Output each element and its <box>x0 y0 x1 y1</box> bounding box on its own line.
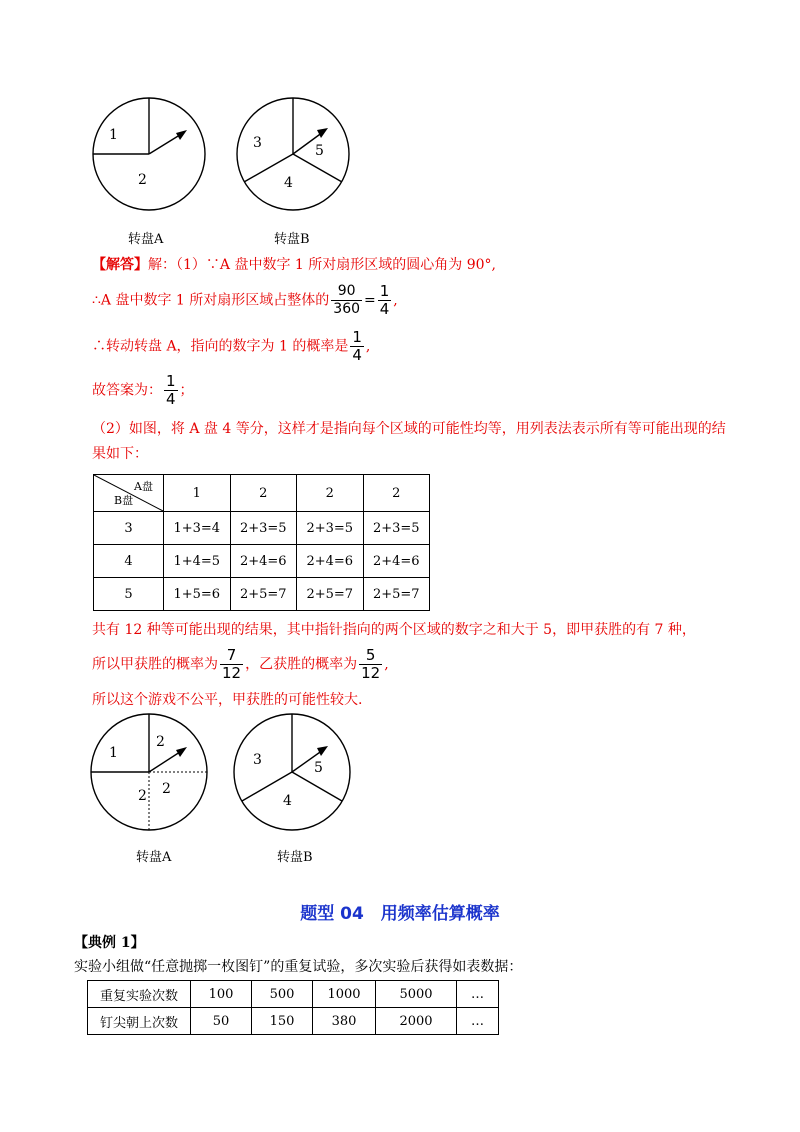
fraction-denominator: 4 <box>166 390 176 408</box>
arrowhead-icon <box>176 747 187 757</box>
answer-line-1 <box>92 254 496 274</box>
fraction-denominator: 12 <box>361 664 381 682</box>
spinner-a-label-2-top: 2 <box>156 734 165 750</box>
table-cell: 1+3=4 <box>164 512 231 545</box>
spinner-b-top <box>237 98 349 210</box>
table-cell: … <box>457 981 499 1008</box>
table-cell: 2+5=7 <box>230 578 297 611</box>
spinner-b-label-3: 3 <box>253 135 262 151</box>
table-cell: … <box>457 1008 499 1035</box>
example-label <box>74 932 145 952</box>
fraction-denominator: 4 <box>379 300 390 318</box>
header-b: B盘 <box>114 494 134 507</box>
spinner-b-label-5: 5 <box>315 143 324 159</box>
table-row <box>88 981 499 1008</box>
fraction-90-360 <box>331 284 362 317</box>
fraction-5-12 <box>359 648 382 681</box>
punct: , <box>393 292 398 309</box>
row-header: 钉尖朝上次数 <box>88 1008 191 1035</box>
spinner-a-label-2-left: 2 <box>138 788 147 804</box>
spinner-b-caption: 转盘B <box>274 232 310 247</box>
table-row <box>94 545 430 578</box>
spinner-figure-top <box>80 85 370 215</box>
table-cell: 1+5=6 <box>164 578 231 611</box>
punct: ； <box>179 382 194 399</box>
header-a: A盘 <box>134 480 153 493</box>
row-header: 5 <box>94 578 164 611</box>
arrowhead-icon <box>176 130 187 140</box>
table-row <box>94 512 430 545</box>
outcome-table <box>93 474 430 611</box>
answer-line-5: （2）如图，将 A 盘 4 等分，这样才是指向每个区域的可能性均等，用列表法表示所有等可能出现的结 <box>92 421 726 437</box>
row-header: 重复实验次数 <box>88 981 191 1008</box>
table-row <box>94 578 430 611</box>
table-cell: 100 <box>191 981 252 1008</box>
fraction-denominator: 12 <box>222 664 242 682</box>
table-cell: 5000 <box>376 981 457 1008</box>
table-cell: 50 <box>191 1008 252 1035</box>
table-cell: 2+3=5 <box>230 512 297 545</box>
answer-line-2 <box>92 284 398 317</box>
spinner-a-caption: 转盘A <box>128 232 164 247</box>
table-cell: 2+5=7 <box>297 578 364 611</box>
table-cell: 380 <box>313 1008 376 1035</box>
spinner-a-label-1: 1 <box>109 745 118 761</box>
fraction-7-12 <box>220 648 243 681</box>
column-header: 2 <box>297 475 364 512</box>
fraction-numerator: 1 <box>379 282 390 300</box>
answer-tag: 【解答】 <box>92 257 148 273</box>
row-header: 4 <box>94 545 164 578</box>
conclusion-line-2-mid: ，乙获胜的概率为 <box>245 656 358 673</box>
fraction-1-4 <box>164 374 178 407</box>
fraction-numerator: 90 <box>331 284 362 301</box>
answer-line-4-text: 故答案为： <box>92 382 162 399</box>
punct: , <box>365 338 371 355</box>
table-cell: 2+4=6 <box>363 545 430 578</box>
table-cell: 1+4=5 <box>164 545 231 578</box>
spinner-a-top <box>93 98 205 210</box>
spinner-b-label-4: 4 <box>283 793 292 809</box>
table-cell: 500 <box>252 981 313 1008</box>
equals-sign: = <box>364 292 376 309</box>
conclusion-line-1: 共有 12 种等可能出现的结果，其中指针指向的两个区域的数字之和大于 5，即甲获胜的有 7 种， <box>92 622 696 638</box>
spinner-b-label-3: 3 <box>253 752 262 768</box>
spinner-a-label-2-right: 2 <box>162 781 171 797</box>
spinner-a-label-2: 2 <box>138 172 147 188</box>
answer-line-6: 果如下： <box>92 446 148 462</box>
section-heading: 题型 04 用频率估算概率 <box>300 904 500 924</box>
experiment-table <box>87 980 499 1035</box>
spinner-b-bottom <box>234 714 350 830</box>
diagonal-header-cell <box>94 475 164 512</box>
row-header: 3 <box>94 512 164 545</box>
table-cell: 2+4=6 <box>230 545 297 578</box>
table-cell: 2+3=5 <box>297 512 364 545</box>
arrowhead-icon <box>317 128 328 138</box>
table-cell: 1000 <box>313 981 376 1008</box>
conclusion-line-2-text: 所以甲获胜的概率为 <box>92 656 218 673</box>
answer-line-3-text: ∴转动转盘 A，指向的数字为 1 的概率是 <box>92 338 349 355</box>
spinner-a-label-1: 1 <box>109 127 118 143</box>
column-header: 2 <box>363 475 430 512</box>
table-cell: 2+4=6 <box>297 545 364 578</box>
answer-line-3 <box>92 330 370 363</box>
fraction-numerator: 1 <box>352 328 362 346</box>
answer-part1-text: 解：（1）∵A 盘中数字 1 所对扇形区域的圆心角为 90°, <box>148 257 496 273</box>
spinner-b-caption: 转盘B <box>277 850 313 865</box>
fraction-numerator: 7 <box>220 648 243 665</box>
spinner-a-bottom <box>91 714 207 830</box>
conclusion-line-2 <box>92 648 389 681</box>
answer-line-4 <box>92 374 194 407</box>
table-cell: 2000 <box>376 1008 457 1035</box>
example-intro: 实验小组做“任意抛掷一枚图钉”的重复试验，多次实验后获得如表数据： <box>74 959 523 975</box>
table-cell: 2+5=7 <box>363 578 430 611</box>
fraction-1-4 <box>350 330 364 363</box>
example-label-text: 【典例 1】 <box>74 935 145 951</box>
conclusion-line-3: 所以这个游戏不公平，甲获胜的可能性较大. <box>92 692 363 708</box>
table-cell: 2+3=5 <box>363 512 430 545</box>
arrowhead-icon <box>317 746 328 756</box>
fraction-denominator: 360 <box>333 301 361 317</box>
column-header: 1 <box>164 475 231 512</box>
column-header: 2 <box>230 475 297 512</box>
spinner-figure-bottom <box>82 710 372 840</box>
table-row <box>88 1008 499 1035</box>
table-cell: 150 <box>252 1008 313 1035</box>
spinner-b-label-5: 5 <box>314 760 323 776</box>
spinner-b-label-4: 4 <box>284 175 293 191</box>
fraction-1-4 <box>378 284 392 317</box>
fraction-numerator: 5 <box>359 648 382 665</box>
table-header-row <box>94 475 430 512</box>
fraction-denominator: 4 <box>352 346 362 364</box>
spinner-a-caption: 转盘A <box>136 850 172 865</box>
answer-line-2-text: ∴A 盘中数字 1 所对扇形区域占整体的 <box>92 292 330 309</box>
fraction-numerator: 1 <box>166 372 176 390</box>
punct: , <box>384 656 389 673</box>
